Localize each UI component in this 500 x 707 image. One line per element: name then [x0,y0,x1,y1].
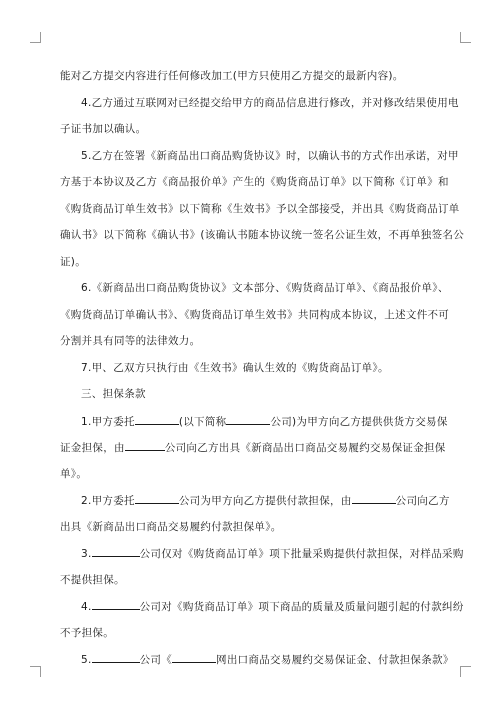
clause-text: 公司)为甲方向乙方提供供货方交易保 [270,415,448,428]
clause-text: 5. [81,654,92,666]
guarantee-clause-1-line [60,413,448,430]
paragraph-line: 7.甲、乙双方只执行由《生效书》确认生效的《购货商品订单》。 [81,361,389,374]
paragraph-line: 出具《新商品出口商品交易履约付款担保单》。 [60,520,282,533]
paragraph-line: 确认书》以下简称《确认书》(该确认书随本协议统一签名公证生效，不再单独签名公 [60,229,464,241]
blank-field [92,545,140,557]
clause-text: 公司《 [139,654,173,666]
clause-text: 公司向乙方出具《新商品出口商品交易履约交易保证金担保 [164,442,446,454]
paragraph-line: 能对乙方提交内容进行任何修改加工(甲方只使用乙方提交的最新内容)。 [60,70,404,82]
clause-text: 3. [81,548,92,560]
clause-text: 公司仅对《购货商品订单》项下批量采购提供付款担保，对样品采购 [139,548,464,560]
guarantee-clause-5-line [60,651,454,668]
paragraph-line: 证)。 [60,255,86,268]
paragraph-line: 子证书加以确认。 [60,123,147,135]
clause-text: 1.甲方委托 [81,415,135,428]
paragraph-line: 4.乙方通过互联网对已经提交给甲方的商品信息进行修改，并对修改结果使用电 [81,96,459,109]
guarantee-clause-3-line [60,545,464,562]
section-heading: 三、担保条款 [81,388,146,400]
blank-field [92,651,140,663]
paragraph-line: 方基于本协议及乙方《商品报价单》产生的《购货商品订单》以下简称《订单》和 [60,176,449,188]
crop-mark-bottom-left [30,666,41,677]
paragraph-line: 分割并具有同等的法律效力。 [60,335,201,347]
paragraph-line: 6.《新商品出口商品购货协议》文本部分、《购货商品订单》、《商品报价单》、 [81,282,449,294]
blank-field [125,439,165,451]
clause-text: 网出口商品交易履约交易保证金、付款担保条款》 [216,654,454,666]
clause-text: 公司向乙方 [395,495,450,507]
crop-mark-bottom-right [460,666,471,677]
clause-text: 公司为甲方向乙方提供付款担保，由 [178,495,352,507]
clause-text: 2.甲方委托 [81,495,135,507]
guarantee-clause-2-line [60,492,450,509]
document-body [60,68,464,668]
paragraph-line: 不提供担保。 [60,573,125,586]
paragraph-line: 不予担保。 [60,626,114,639]
paragraph-line: 《购货商品订单确认书》、《购货商品订单生效书》共同构成本协议，上述文件不可 [60,308,450,321]
guarantee-clause-1-line [60,439,444,456]
guarantee-clause-4-line [60,598,464,615]
paragraph-line: 《购货商品订单生效书》以下简称《生效书》予以全部接受，并出具《购货商品订单 [60,202,460,215]
clause-text: 4. [81,601,92,613]
blank-field [226,413,270,425]
crop-mark-top-left [30,32,41,43]
blank-field [92,598,140,610]
blank-field [172,651,216,663]
clause-text: 公司对《购货商品订单》项下商品的质量及质量问题引起的付款纠纷 [139,601,464,613]
blank-field [135,492,179,504]
paragraph-line: 5.乙方在签署《新商品出口商品购货协议》时，以确认书的方式作出承诺，对甲 [81,149,459,162]
blank-field [352,492,396,504]
clause-text: 证金担保，由 [60,442,125,454]
paragraph-line: 单》。 [60,467,88,480]
crop-mark-top-right [460,32,471,43]
blank-field [135,413,179,425]
clause-text: (以下简称 [178,415,227,428]
